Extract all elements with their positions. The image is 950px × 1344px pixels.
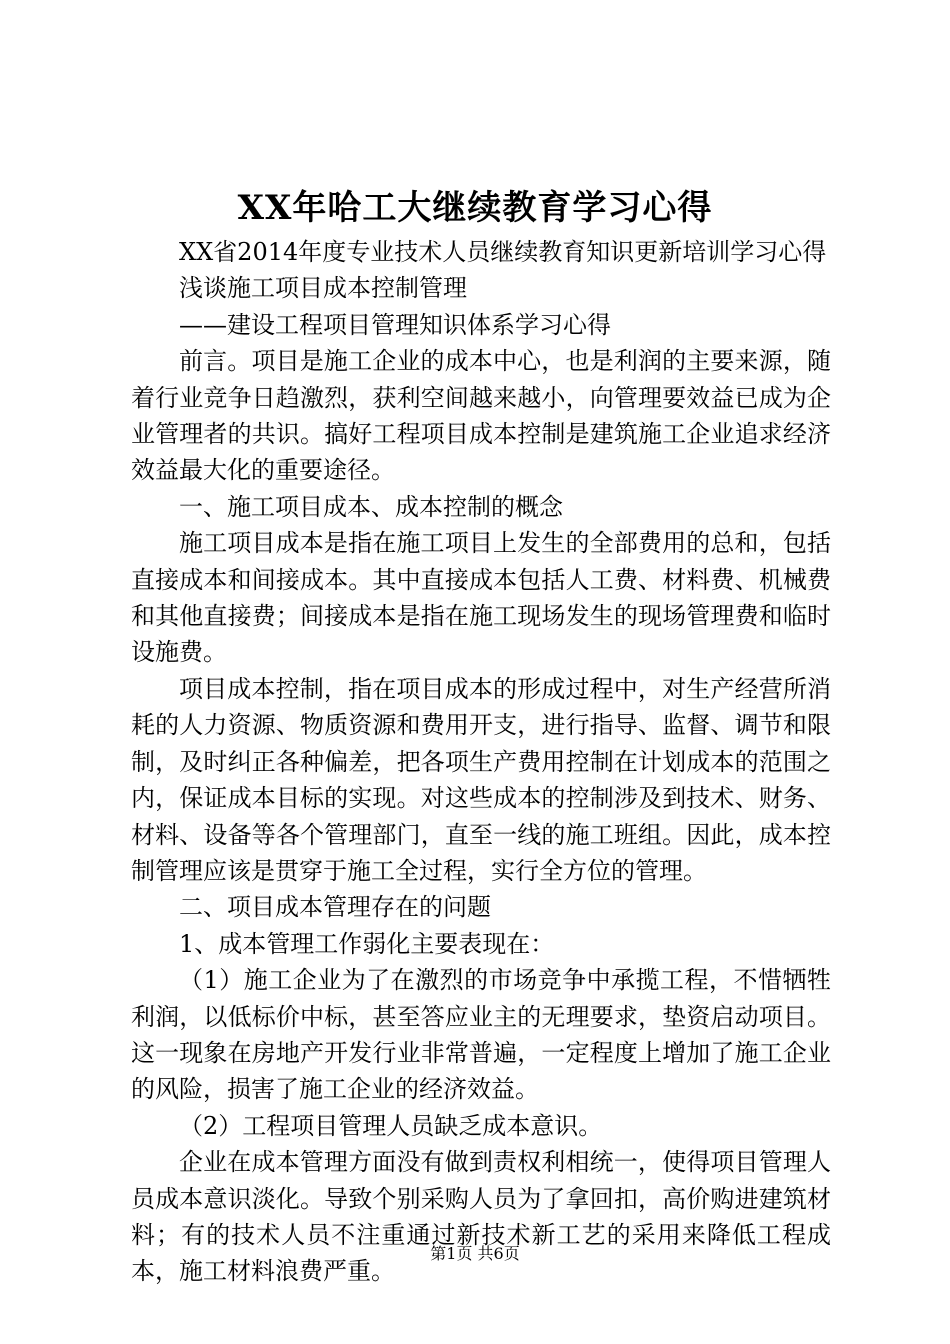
paragraph: 1、成本管理工作弱化主要表现在： <box>179 929 555 958</box>
section-heading: 二、项目成本管理存在的问题 <box>179 893 491 922</box>
document-title: XX年哈工大继续教育学习心得 <box>237 188 713 228</box>
section-heading: 一、施工项目成本、成本控制的概念 <box>179 492 563 521</box>
paragraph: ——建设工程项目管理知识体系学习心得 <box>179 310 611 339</box>
paragraph: 施工项目成本是指在施工项目上发生的全部费用的总和，包括直接成本和间接成本。其中直接成本包括人工费、材料费、机械费和其他直接费；间接成本是指在施工现场发生的现场管理费和临时设施费。 <box>131 529 831 667</box>
page-number: 第1页 共6页 <box>430 1244 520 1263</box>
paragraph: （2）工程项目管理人员缺乏成本意识。 <box>179 1111 603 1140</box>
paragraph: 项目成本控制，指在项目成本的形成过程中，对生产经营所消耗的人力资源、物质资源和费用开支，进行指导、监督、调节和限制，及时纠正各种偏差，把各项生产费用控制在计划成本的范围之内，保证成本目标的实现。对这些成本的控制涉及到技术、财务、材料、设备等各个管理部门，直至一线的施工班组。因此，成本控制管理应该是贯穿于施工全过程，实行全方位的管理。 <box>131 674 831 885</box>
paragraph: 前言。项目是施工企业的成本中心，也是利润的主要来源，随着行业竞争日趋激烈，获利空间越来越小，向管理要效益已成为企业管理者的共识。搞好工程项目成本控制是建筑施工企业追求经济效益最大化的重要途径。 <box>131 347 831 485</box>
paragraph: 浅谈施工项目成本控制管理 <box>179 274 467 303</box>
paragraph: 企业在成本管理方面没有做到责权利相统一，使得项目管理人员成本意识淡化。导致个别采购人员为了拿回扣，高价购进建筑材料；有的技术人员不注重通过新技术新工艺的采用来降低工程成本，施工材料浪费严重。 <box>131 1148 831 1286</box>
document-body <box>131 234 831 1290</box>
paragraph: XX省2014年度专业技术人员继续教育知识更新培训学习心得 <box>179 238 827 266</box>
paragraph: （1）施工企业为了在激烈的市场竞争中承揽工程，不惜牺牲利润，以低标价中标，甚至答应业主的无理要求，垫资启动项目。这一现象在房地产开发行业非常普遍，一定程度上增加了施工企业的风险，损害了施工企业的经济效益。 <box>131 966 831 1104</box>
